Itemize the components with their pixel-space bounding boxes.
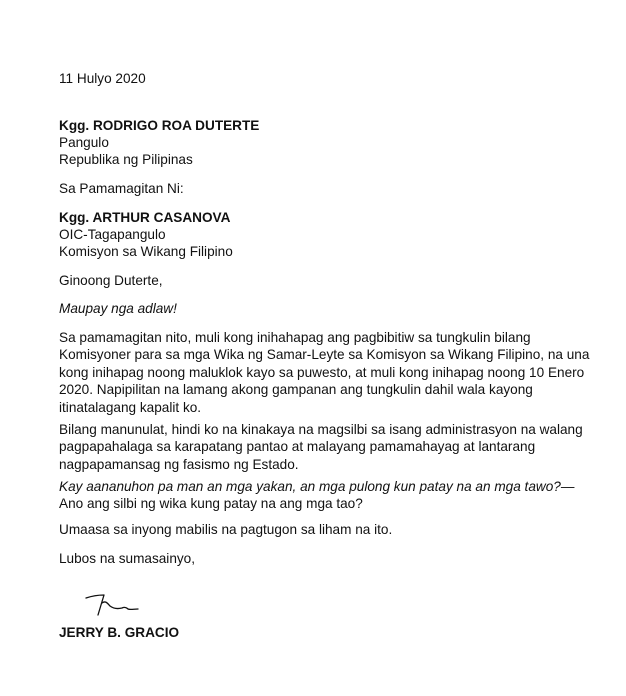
- recipient-title: Pangulo: [59, 135, 109, 150]
- signer-name: JERRY B. GRACIO: [59, 625, 180, 640]
- quote-line: [59, 478, 579, 495]
- paragraph-reason: [59, 421, 583, 473]
- through-label: Sa Pamamagitan Ni:: [59, 181, 184, 196]
- paragraph-line: Sa pamamagitan nito, muli kong inihahapag ang pagbibitiw sa tungkulin bilang: [59, 330, 531, 345]
- paragraph-line: Bilang manunulat, hindi ko na kinakaya na magsilbi sa isang administrasyon na walang: [59, 422, 583, 437]
- quote-block: [59, 478, 579, 513]
- paragraph-line: nagpapamansag ng fasismo ng Estado.: [59, 456, 299, 472]
- greeting: Maupay nga adlaw!: [59, 301, 177, 316]
- paragraph-line: kong inihapag noong maluklok kayo sa puwesto, at muli kong inihapag noong 10 Enero: [59, 364, 585, 380]
- salutation: Ginoong Duterte,: [59, 273, 163, 288]
- paragraph-line: itinatalagang kapalit ko.: [59, 399, 202, 415]
- intermediary-name: Kgg. ARTHUR CASANOVA: [59, 210, 231, 225]
- recipient-office: Republika ng Pilipinas: [59, 152, 193, 167]
- intermediary-office: Komisyon sa Wikang Filipino: [59, 244, 233, 259]
- closing: Lubos na sumasainyo,: [59, 551, 196, 566]
- signature-image: [84, 576, 144, 616]
- paragraph-line: 2020. Napipilitan na lamang akong gampanan ang tungkulin dahil wala kayong: [59, 382, 533, 398]
- intermediary-title: OIC-Tagapangulo: [59, 227, 166, 242]
- recipient-name: Kgg. RODRIGO ROA DUTERTE: [59, 118, 260, 133]
- paragraph-line: Komisyoner para sa mga Wika ng Samar-Leyte sa Komisyon sa Wikang Filipino, na una: [59, 347, 590, 363]
- letter-date: 11 Hulyo 2020: [59, 71, 146, 86]
- quote-italic: Kay aananuhon pa man an mga yakan, an mga pulong kun patay na an mga tawo?: [59, 479, 561, 494]
- paragraph-resignation: [59, 329, 590, 416]
- paragraph-line: pagpapahalaga sa karapatang pantao at malayang pamamahayag at lantarang: [59, 439, 536, 455]
- quote-translation: Ano ang silbi ng wika kung patay na ang mga tao?: [59, 496, 363, 512]
- quote-dash: —: [560, 479, 575, 494]
- closing-request: Umaasa sa inyong mabilis na pagtugon sa liham na ito.: [59, 522, 393, 537]
